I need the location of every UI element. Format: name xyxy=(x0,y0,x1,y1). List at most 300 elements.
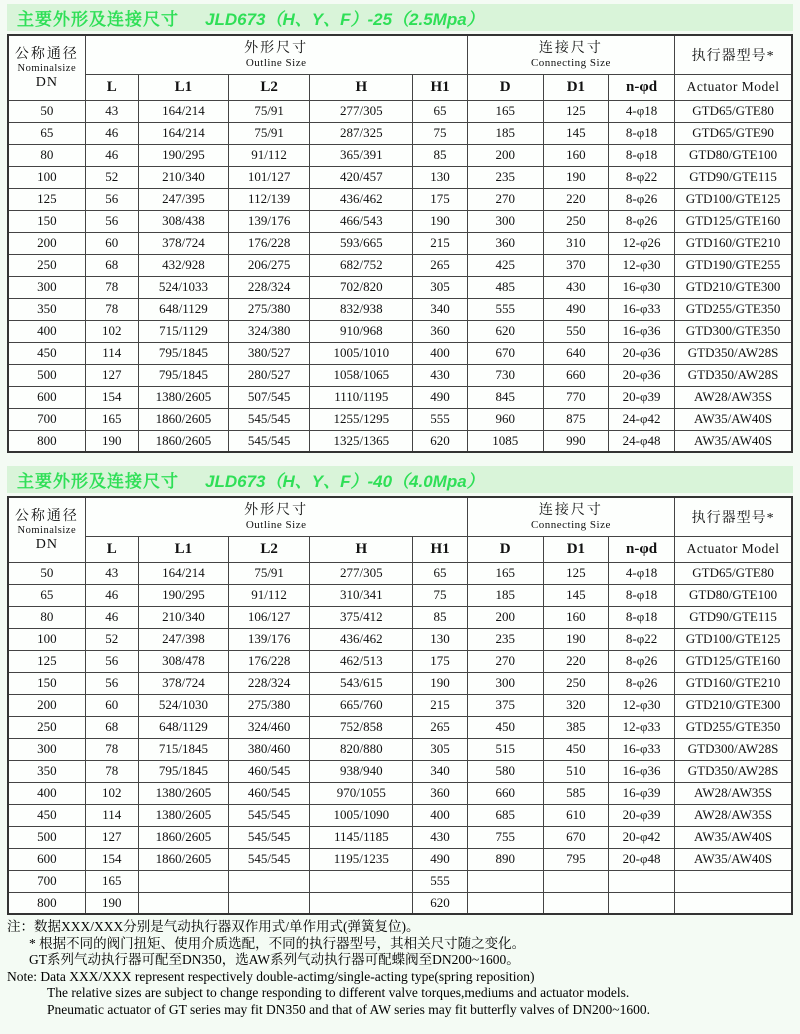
table-cell: 127 xyxy=(85,826,138,848)
table-cell: 102 xyxy=(85,320,138,342)
table-cell: 1005/1090 xyxy=(310,804,413,826)
table-cell: GTD350/AW28S xyxy=(675,342,792,364)
table-cell: 593/665 xyxy=(310,232,413,254)
header-outline-zh: 外形尺寸 xyxy=(244,40,309,56)
table-cell: AW28/AW35S xyxy=(675,782,792,804)
table-cell: 75 xyxy=(413,122,467,144)
table-cell xyxy=(675,892,792,914)
table-cell: 12-φ26 xyxy=(608,232,674,254)
table-cell: 190 xyxy=(413,672,467,694)
table-cell: 160 xyxy=(543,144,608,166)
table-cell: 450 xyxy=(8,804,85,826)
table-row xyxy=(8,606,792,628)
table-row xyxy=(8,716,792,738)
table-cell: 685 xyxy=(467,804,543,826)
table-cell: 510 xyxy=(543,760,608,782)
note-line: Pneumatic actuator of GT series may fit DN350 and that of AW series may fit butterfly valves of DN200~1600. xyxy=(47,1001,650,1017)
table-cell: 670 xyxy=(543,826,608,848)
table-cell: 300 xyxy=(8,276,85,298)
table-cell: 78 xyxy=(85,738,138,760)
table-cell: GTD80/GTE100 xyxy=(675,584,792,606)
table-cell: GTD210/GTE300 xyxy=(675,276,792,298)
table-cell: 308/478 xyxy=(138,650,228,672)
table-cell xyxy=(467,892,543,914)
table-cell: GTD300/AW28S xyxy=(675,738,792,760)
table-row xyxy=(8,232,792,254)
table-cell: 56 xyxy=(85,650,138,672)
table-cell: 114 xyxy=(85,342,138,364)
table-cell: 990 xyxy=(543,430,608,452)
table-cell: 324/380 xyxy=(229,320,310,342)
section-title-zh: 主要外形及连接尺寸 xyxy=(17,10,179,29)
table-cell: 277/305 xyxy=(310,562,413,584)
table-cell: AW28/AW35S xyxy=(675,804,792,826)
header-nominal-size-unit: DN xyxy=(35,74,58,90)
table-cell: 620 xyxy=(413,430,467,452)
table-cell: 20-φ36 xyxy=(608,364,674,386)
table-cell: 210/340 xyxy=(138,606,228,628)
table-cell: 91/112 xyxy=(229,144,310,166)
table-cell: GTD190/GTE255 xyxy=(675,254,792,276)
table-cell: 102 xyxy=(85,782,138,804)
header-outline-size xyxy=(85,35,467,74)
section-title-pn25 xyxy=(7,4,793,31)
note-line: 注：数据XXX/XXX分别是气动执行器双作用式/单作用式(弹簧复位)。 xyxy=(7,919,420,934)
table-cell: 75/91 xyxy=(229,562,310,584)
table-cell xyxy=(138,892,228,914)
table-cell: 250 xyxy=(8,254,85,276)
table-cell: 682/752 xyxy=(310,254,413,276)
table-cell: 545/545 xyxy=(229,826,310,848)
table-cell: 165 xyxy=(85,408,138,430)
table-cell: 125 xyxy=(8,188,85,210)
table-cell: 795/1845 xyxy=(138,760,228,782)
table-row xyxy=(8,210,792,232)
table-cell: 360 xyxy=(467,232,543,254)
table-cell: 500 xyxy=(8,826,85,848)
table-cell: 324/460 xyxy=(229,716,310,738)
table-cell: 270 xyxy=(467,188,543,210)
table-cell: 555 xyxy=(467,298,543,320)
table-cell: 4-φ18 xyxy=(608,562,674,584)
table-cell: AW28/AW35S xyxy=(675,386,792,408)
table-cell: 200 xyxy=(467,606,543,628)
table-row xyxy=(8,650,792,672)
table-cell: 65 xyxy=(413,100,467,122)
header-col-H1: H1 xyxy=(413,74,467,100)
table-cell: 277/305 xyxy=(310,100,413,122)
table-cell: 515 xyxy=(467,738,543,760)
table-row xyxy=(8,364,792,386)
header-actuator-en: Actuator Model xyxy=(675,536,792,562)
table-cell: 265 xyxy=(413,716,467,738)
table-cell: GTD350/AW28S xyxy=(675,760,792,782)
table-cell: 68 xyxy=(85,254,138,276)
table-cell: 466/543 xyxy=(310,210,413,232)
table-cell: 125 xyxy=(543,100,608,122)
table-cell: 800 xyxy=(8,892,85,914)
table-cell: 1380/2605 xyxy=(138,386,228,408)
table-cell: 845 xyxy=(467,386,543,408)
table-cell: 8-φ18 xyxy=(608,606,674,628)
table-cell: 154 xyxy=(85,386,138,408)
table-cell: 46 xyxy=(85,144,138,166)
table-cell: 378/724 xyxy=(138,672,228,694)
table-cell: 165 xyxy=(467,562,543,584)
table-cell: 215 xyxy=(413,232,467,254)
table-cell: 52 xyxy=(85,628,138,650)
table-cell: 380/527 xyxy=(229,342,310,364)
table-cell: 752/858 xyxy=(310,716,413,738)
table-cell: 190 xyxy=(85,892,138,914)
table-cell: 450 xyxy=(467,716,543,738)
header-nominal-size-unit: DN xyxy=(35,536,58,552)
table-cell: 52 xyxy=(85,166,138,188)
table-cell: 938/940 xyxy=(310,760,413,782)
table-row xyxy=(8,320,792,342)
table-cell: 310 xyxy=(543,232,608,254)
table-cell: 585 xyxy=(543,782,608,804)
table-cell: 125 xyxy=(8,650,85,672)
table-cell: 970/1055 xyxy=(310,782,413,804)
table-cell: 265 xyxy=(413,254,467,276)
table-cell: 20-φ36 xyxy=(608,342,674,364)
table-cell: 8-φ26 xyxy=(608,650,674,672)
table-cell: 46 xyxy=(85,584,138,606)
table-cell: 46 xyxy=(85,606,138,628)
table-cell: 287/325 xyxy=(310,122,413,144)
table-cell: 795/1845 xyxy=(138,364,228,386)
table-cell: 85 xyxy=(413,144,467,166)
table-cell: GTD255/GTE350 xyxy=(675,716,792,738)
table-cell: GTD255/GTE350 xyxy=(675,298,792,320)
dimension-table-pn40 xyxy=(7,496,793,915)
table-cell: 80 xyxy=(8,144,85,166)
note-line: * 根据不同的阀门扭矩、使用介质选配，不同的执行器型号，其相关尺寸随之变化。 xyxy=(29,935,526,951)
table-cell: 24-φ48 xyxy=(608,430,674,452)
table-row xyxy=(8,408,792,430)
table-cell: 450 xyxy=(543,738,608,760)
table-cell: 139/176 xyxy=(229,210,310,232)
header-col-D: D xyxy=(467,536,543,562)
table-cell: 250 xyxy=(8,716,85,738)
table-cell: 375/412 xyxy=(310,606,413,628)
table-cell: 350 xyxy=(8,760,85,782)
table-cell: 165 xyxy=(467,100,543,122)
table-cell: 340 xyxy=(413,298,467,320)
table-cell: 380/460 xyxy=(229,738,310,760)
table-cell: 8-φ18 xyxy=(608,144,674,166)
table-cell: 175 xyxy=(413,650,467,672)
table-cell: 660 xyxy=(467,782,543,804)
table-cell xyxy=(310,870,413,892)
table-cell: 960 xyxy=(467,408,543,430)
header-outline-en: Outline Size xyxy=(245,518,307,531)
header-actuator-en: Actuator Model xyxy=(675,74,792,100)
header-connecting-size xyxy=(467,35,675,74)
header-nominal-size xyxy=(8,35,85,100)
table-cell xyxy=(675,870,792,892)
section-title-pn40 xyxy=(7,466,793,493)
table-row xyxy=(8,144,792,166)
table-cell xyxy=(229,892,310,914)
header-nominal-size-en: Nominalsize xyxy=(17,524,77,536)
table-cell: 610 xyxy=(543,804,608,826)
table-cell: 545/545 xyxy=(229,430,310,452)
header-col-L: L xyxy=(85,74,138,100)
section-title-zh: 主要外形及连接尺寸 xyxy=(17,472,179,491)
table-cell: 235 xyxy=(467,628,543,650)
table-cell: 185 xyxy=(467,122,543,144)
table-cell: 320 xyxy=(543,694,608,716)
table-cell: 206/275 xyxy=(229,254,310,276)
table-cell: 20-φ39 xyxy=(608,386,674,408)
table-cell: 20-φ42 xyxy=(608,826,674,848)
table-cell: 600 xyxy=(8,386,85,408)
table-cell: 400 xyxy=(8,320,85,342)
table-cell: 145 xyxy=(543,584,608,606)
table-row xyxy=(8,738,792,760)
table-row xyxy=(8,430,792,452)
table-cell xyxy=(310,892,413,914)
table-cell: 85 xyxy=(413,606,467,628)
table-cell: 165 xyxy=(85,870,138,892)
table-cell: 4-φ18 xyxy=(608,100,674,122)
table-cell: 375 xyxy=(467,694,543,716)
table-cell: 832/938 xyxy=(310,298,413,320)
table-cell: 910/968 xyxy=(310,320,413,342)
table-cell: 385 xyxy=(543,716,608,738)
table-cell: 755 xyxy=(467,826,543,848)
table-cell: 154 xyxy=(85,848,138,870)
table-cell: 78 xyxy=(85,760,138,782)
header-connecting-zh: 连接尺寸 xyxy=(538,40,603,56)
table-cell: 500 xyxy=(8,364,85,386)
table-cell: 106/127 xyxy=(229,606,310,628)
header-col-L1: L1 xyxy=(138,536,228,562)
table-cell: GTD100/GTE125 xyxy=(675,188,792,210)
table-cell: 8-φ22 xyxy=(608,628,674,650)
table-cell: 8-φ18 xyxy=(608,584,674,606)
table-cell: 228/324 xyxy=(229,276,310,298)
table-cell: 378/724 xyxy=(138,232,228,254)
header-actuator-zh: 执行器型号* xyxy=(675,35,792,74)
table-cell: 8-φ26 xyxy=(608,188,674,210)
table-cell: 462/513 xyxy=(310,650,413,672)
table-cell: 875 xyxy=(543,408,608,430)
table-row xyxy=(8,848,792,870)
notes-block xyxy=(7,919,793,1018)
table-cell: 360 xyxy=(413,782,467,804)
table-cell: 580 xyxy=(467,760,543,782)
table-cell: 430 xyxy=(413,364,467,386)
table-row xyxy=(8,826,792,848)
table-cell: GTD90/GTE115 xyxy=(675,166,792,188)
header-col-H: H xyxy=(310,536,413,562)
table-cell: GTD125/GTE160 xyxy=(675,650,792,672)
table-cell: 215 xyxy=(413,694,467,716)
table-row xyxy=(8,386,792,408)
table-cell: 190 xyxy=(85,430,138,452)
header-col-L1: L1 xyxy=(138,74,228,100)
table-cell: 1860/2605 xyxy=(138,408,228,430)
table-cell: 20-φ48 xyxy=(608,848,674,870)
table-cell: 1860/2605 xyxy=(138,826,228,848)
table-cell: 8-φ26 xyxy=(608,672,674,694)
header-col-D1: D1 xyxy=(543,74,608,100)
table-cell: 1860/2605 xyxy=(138,848,228,870)
table-row xyxy=(8,672,792,694)
table-cell: 164/214 xyxy=(138,562,228,584)
table-cell: 100 xyxy=(8,166,85,188)
table-cell: 130 xyxy=(413,166,467,188)
table-cell: 1085 xyxy=(467,430,543,452)
table-cell: 550 xyxy=(543,320,608,342)
table-cell: 700 xyxy=(8,408,85,430)
note-line: Note: Data XXX/XXX represent respectively double-actimg/single-acting type(spring reposition) xyxy=(7,968,535,984)
table-cell xyxy=(608,892,674,914)
table-cell: 80 xyxy=(8,606,85,628)
table-cell: 1380/2605 xyxy=(138,804,228,826)
table-cell xyxy=(467,870,543,892)
table-cell: 75/91 xyxy=(229,100,310,122)
table-row xyxy=(8,166,792,188)
table-cell: 65 xyxy=(8,122,85,144)
table-cell: 190 xyxy=(413,210,467,232)
table-row xyxy=(8,254,792,276)
table-cell: 305 xyxy=(413,276,467,298)
table-cell: 700 xyxy=(8,870,85,892)
header-col-D1: D1 xyxy=(543,536,608,562)
table-cell: 360 xyxy=(413,320,467,342)
header-outline-size xyxy=(85,497,467,536)
table-cell: 220 xyxy=(543,188,608,210)
header-col-D: D xyxy=(467,74,543,100)
table-cell: 890 xyxy=(467,848,543,870)
table-row xyxy=(8,188,792,210)
table-cell: GTD100/GTE125 xyxy=(675,628,792,650)
table-cell: 1058/1065 xyxy=(310,364,413,386)
table-cell: 300 xyxy=(8,738,85,760)
header-connecting-zh: 连接尺寸 xyxy=(538,502,603,518)
table-cell: GTD300/GTE350 xyxy=(675,320,792,342)
table-cell: 125 xyxy=(543,562,608,584)
table-cell: 190 xyxy=(543,166,608,188)
header-nominal-size xyxy=(8,497,85,562)
table-cell: 280/527 xyxy=(229,364,310,386)
header-col-n-phi-d: n-φd xyxy=(608,74,674,100)
table-cell: 305 xyxy=(413,738,467,760)
table-cell: AW35/AW40S xyxy=(675,848,792,870)
table-cell: 365/391 xyxy=(310,144,413,166)
table-cell: 185 xyxy=(467,584,543,606)
table-body-pn40 xyxy=(8,562,792,914)
table-cell: 436/462 xyxy=(310,628,413,650)
table-cell: 12-φ33 xyxy=(608,716,674,738)
table-cell: 100 xyxy=(8,628,85,650)
table-cell: 545/545 xyxy=(229,848,310,870)
table-cell: 200 xyxy=(8,232,85,254)
table-cell: 247/395 xyxy=(138,188,228,210)
header-sub-row xyxy=(8,74,792,100)
table-cell: AW35/AW40S xyxy=(675,826,792,848)
table-row xyxy=(8,342,792,364)
header-col-L: L xyxy=(85,536,138,562)
table-cell: 795/1845 xyxy=(138,342,228,364)
table-row xyxy=(8,562,792,584)
table-cell: 1380/2605 xyxy=(138,782,228,804)
table-cell: 190 xyxy=(543,628,608,650)
table-cell: 400 xyxy=(8,782,85,804)
table-cell: 190/295 xyxy=(138,144,228,166)
table-cell: 1860/2605 xyxy=(138,430,228,452)
table-cell: 235 xyxy=(467,166,543,188)
table-cell: 250 xyxy=(543,672,608,694)
table-cell: 1005/1010 xyxy=(310,342,413,364)
table-cell: 200 xyxy=(8,694,85,716)
table-cell: 43 xyxy=(85,100,138,122)
table-cell: 56 xyxy=(85,188,138,210)
table-cell: 101/127 xyxy=(229,166,310,188)
table-cell: 190/295 xyxy=(138,584,228,606)
table-cell: 490 xyxy=(413,386,467,408)
table-cell: 436/462 xyxy=(310,188,413,210)
table-cell: 490 xyxy=(543,298,608,320)
table-cell: 130 xyxy=(413,628,467,650)
table-cell: 16-φ33 xyxy=(608,738,674,760)
table-cell: 275/380 xyxy=(229,694,310,716)
header-connecting-en: Connecting Size xyxy=(530,56,611,69)
table-cell: 715/1129 xyxy=(138,320,228,342)
header-group-row xyxy=(8,35,792,74)
table-cell: 12-φ30 xyxy=(608,694,674,716)
table-cell: GTD80/GTE100 xyxy=(675,144,792,166)
table-cell xyxy=(229,870,310,892)
table-cell: 160 xyxy=(543,606,608,628)
table-cell: 46 xyxy=(85,122,138,144)
table-cell: 730 xyxy=(467,364,543,386)
table-cell: 555 xyxy=(413,870,467,892)
table-cell: 50 xyxy=(8,562,85,584)
header-outline-zh: 外形尺寸 xyxy=(244,502,309,518)
table-row xyxy=(8,276,792,298)
table-cell: GTD210/GTE300 xyxy=(675,694,792,716)
table-cell: 8-φ18 xyxy=(608,122,674,144)
table-cell: 1145/1185 xyxy=(310,826,413,848)
table-cell: 60 xyxy=(85,694,138,716)
table-cell: 16-φ33 xyxy=(608,298,674,320)
table-cell: 620 xyxy=(467,320,543,342)
table-cell: 164/214 xyxy=(138,122,228,144)
table-cell: 60 xyxy=(85,232,138,254)
table-row xyxy=(8,100,792,122)
table-cell: 648/1129 xyxy=(138,716,228,738)
table-cell: 450 xyxy=(8,342,85,364)
table-cell: 555 xyxy=(413,408,467,430)
table-cell: 800 xyxy=(8,430,85,452)
table-cell: 300 xyxy=(467,672,543,694)
table-cell: 420/457 xyxy=(310,166,413,188)
table-cell: 524/1030 xyxy=(138,694,228,716)
table-cell: 200 xyxy=(467,144,543,166)
table-cell: 8-φ26 xyxy=(608,210,674,232)
table-body-pn25 xyxy=(8,100,792,452)
table-cell xyxy=(138,870,228,892)
table-cell: 78 xyxy=(85,298,138,320)
table-cell: 430 xyxy=(543,276,608,298)
table-cell: 220 xyxy=(543,650,608,672)
table-row xyxy=(8,804,792,826)
